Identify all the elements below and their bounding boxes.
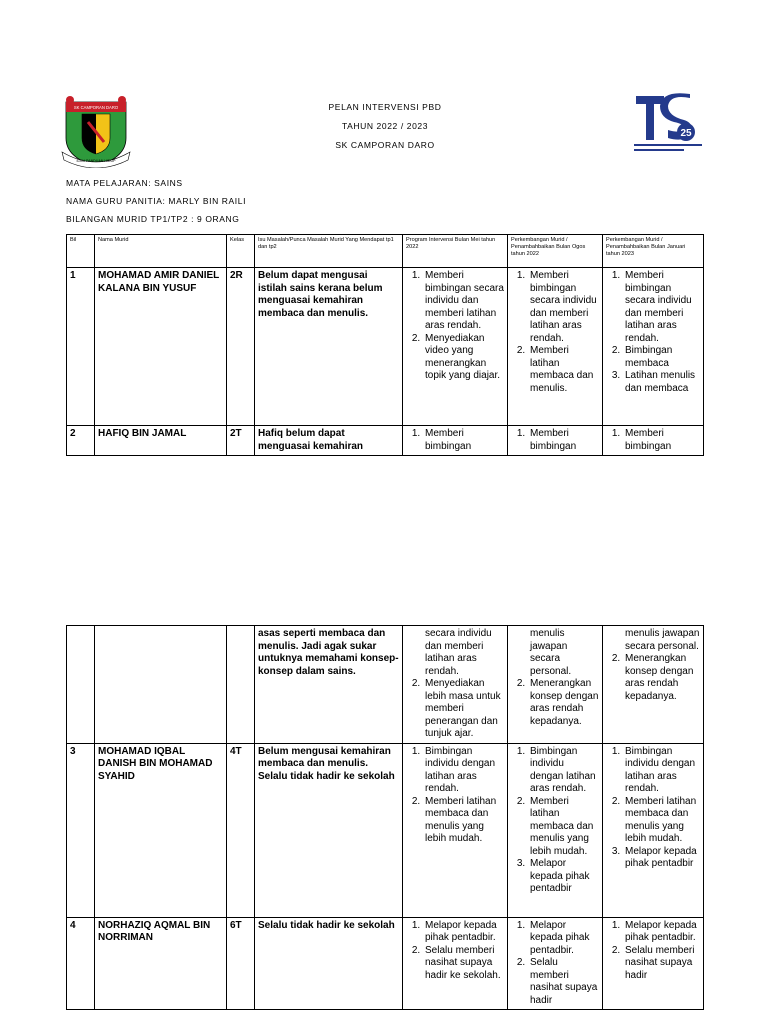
row-name: MOHAMAD IQBAL DANISH BIN MOHAMAD SYAHID: [95, 743, 227, 917]
list-item: 1. Melapor kepada pihak pentadbir.: [423, 920, 504, 945]
list-item: 2. Memberi latihan membaca dan menulis yang lebih mudah.: [423, 796, 504, 846]
row-bil: 1: [67, 268, 95, 426]
row-januari: [603, 426, 704, 456]
list-continuation: menulis jawapan secara personal.: [530, 628, 572, 677]
list-item: 2. Selalu memberi nasihat supaya hadir ke sekolah.: [423, 945, 504, 983]
row-issue: Hafiq belum dapat menguasai kemahiran: [255, 426, 403, 456]
row-issue: Belum mengusai kemahiran membaca dan menulis. Selalu tidak hadir ke sekolah: [255, 743, 403, 917]
row-januari: [603, 743, 704, 917]
list-item: 1. Bimbingan individu dengan latihan aras rendah.: [423, 746, 504, 796]
row-januari: [603, 626, 704, 744]
row-bil: 2: [67, 426, 95, 456]
list-item: 2. Menyediakan lebih masa untuk memberi penerangan dan tunjuk ajar.: [423, 678, 504, 741]
row-name: NORHAZIQ AQMAL BIN NORRIMAN: [95, 917, 227, 1010]
list-item: 2. Menyediakan video yang menerangkan topik yang diajar.: [423, 333, 504, 383]
list-item: 1. Memberi bimbingan secara individu dan memberi latihan aras rendah.: [423, 270, 504, 333]
ts25-logo: [630, 92, 706, 158]
row-issue: asas seperti membaca dan menulis. Jadi agak sukar untuknya memahami konsep-konsep dalam sains.: [255, 626, 403, 744]
list-item: 1. Memberi bimbingan secara individu dan memberi latihan aras rendah.: [528, 270, 599, 345]
document-school: SK CAMPORAN DARO: [335, 140, 435, 150]
row-issue: Selalu tidak hadir ke sekolah: [255, 917, 403, 1010]
list-item: 1. Memberi bimbingan: [528, 428, 599, 453]
row-class: 6T: [227, 917, 255, 1010]
row-class: 2T: [227, 426, 255, 456]
teacher-line: NAMA GURU PANITIA: MARLY BIN RAILI: [66, 196, 247, 206]
list-item: 1. Melapor kepada pihak pentadbir.: [623, 920, 700, 945]
row-bil: [67, 626, 95, 744]
table-row: [67, 743, 704, 917]
row-ogos: [508, 626, 603, 744]
list-item: 2. Memberi latihan membaca dan menulis.: [528, 345, 599, 395]
row-issue: Belum dapat mengusai istilah sains kerana belum menguasai kemahiran membaca dan menulis.: [255, 268, 403, 426]
row-program: [403, 426, 508, 456]
list-continuation: secara individu dan memberi latihan aras rendah.: [425, 628, 492, 677]
row-ogos: [508, 743, 603, 917]
document-title: PELAN INTERVENSI PBD: [328, 102, 442, 112]
row-bil: 4: [67, 917, 95, 1010]
table-row: [67, 268, 704, 426]
list-item: 2. Selalu memberi nasihat supaya hadir: [528, 957, 599, 1007]
logo-bottom-text: ILMU PANDUAN HIDUP: [76, 159, 116, 163]
header-name: Nama Murid: [95, 235, 227, 268]
row-ogos: [508, 268, 603, 426]
count-line: BILANGAN MURID TP1/TP2 : 9 ORANG: [66, 214, 240, 224]
row-class: 2R: [227, 268, 255, 426]
row-bil: 3: [67, 743, 95, 917]
list-item: 1. Memberi bimbingan: [623, 428, 700, 453]
list-item: 3. Melapor kepada pihak pentadbir: [528, 858, 599, 896]
list-continuation: menulis jawapan secara personal.: [625, 628, 700, 652]
row-ogos: [508, 917, 603, 1010]
list-item: 1. Bimbingan individu dengan latihan aras rendah.: [623, 746, 700, 796]
list-item: 1. Bimbingan individu dengan latihan aras rendah.: [528, 746, 599, 796]
row-januari: [603, 917, 704, 1010]
school-logo: [58, 92, 134, 168]
table-row: [67, 917, 704, 1010]
document-year: TAHUN 2022 / 2023: [341, 121, 429, 131]
list-item: 3. Melapor kepada pihak pentadbir: [623, 846, 700, 871]
row-program: [403, 917, 508, 1010]
intervention-table-page1: [66, 234, 704, 456]
logo-top-text: SK CAMPORAN DARO: [73, 105, 119, 110]
row-name: MOHAMAD AMIR DANIEL KALANA BIN YUSUF: [95, 268, 227, 426]
intervention-table-page2: [66, 625, 704, 1010]
header-program: Program Intervensi Bulan Mei tahun 2022: [403, 235, 508, 268]
row-name: [95, 626, 227, 744]
header-januari: Perkembangan Murid / Penambahbaikan Bulan Januari tahun 2023: [603, 235, 704, 268]
row-program: [403, 743, 508, 917]
list-item: 3. Latihan menulis dan membaca: [623, 370, 700, 395]
header-bil: Bil: [67, 235, 95, 268]
row-ogos: [508, 426, 603, 456]
header-class: Kelas: [227, 235, 255, 268]
list-item: 2. Memberi latihan membaca dan menulis yang lebih mudah.: [623, 796, 700, 846]
list-item: 2. Bimbingan membaca: [623, 345, 700, 370]
list-item: 1. Memberi bimbingan secara individu dan memberi latihan aras rendah.: [623, 270, 700, 345]
table-row: [67, 626, 704, 744]
table-row: [67, 426, 704, 456]
row-name: HAFIQ BIN JAMAL: [95, 426, 227, 456]
row-class: 4T: [227, 743, 255, 917]
list-item: 2. Memberi latihan membaca dan menulis yang lebih mudah.: [528, 796, 599, 859]
list-item: 1. Memberi bimbingan: [423, 428, 504, 453]
row-program: [403, 626, 508, 744]
list-item: 2. Menerangkan konsep dengan aras rendah kepadanya.: [528, 678, 599, 728]
row-class: [227, 626, 255, 744]
header-issue: Isu Masalah/Punca Masalah Murid Yang Mendapat tp1 dan tp2: [255, 235, 403, 268]
table-header-row: [67, 235, 704, 268]
subject-line: MATA PELAJARAN: SAINS: [66, 178, 183, 188]
svg-text:25: 25: [680, 128, 692, 139]
list-item: 2. Selalu memberi nasihat supaya hadir: [623, 945, 700, 983]
row-program: [403, 268, 508, 426]
row-januari: [603, 268, 704, 426]
list-item: 1. Melapor kepada pihak pentadbir.: [528, 920, 599, 958]
list-item: 2. Menerangkan konsep dengan aras rendah kepadanya.: [623, 653, 700, 703]
header-ogos: Perkembangan Murid / Penambahbaikan Bulan Ogos tahun 2022: [508, 235, 603, 268]
